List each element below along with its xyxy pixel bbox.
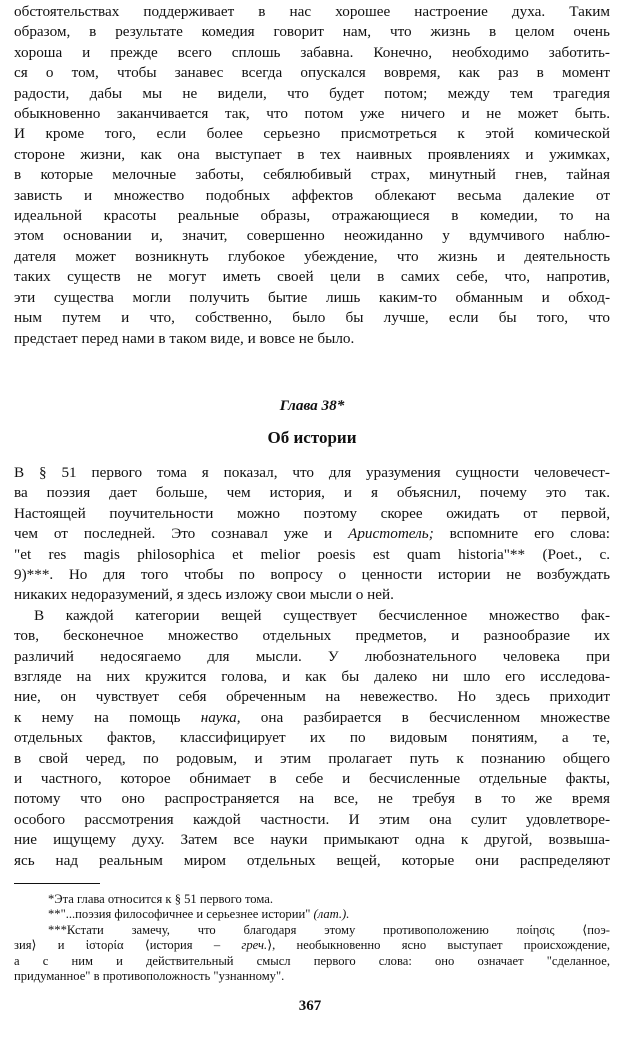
text-line: ние ищущему духу. Затем все науки примыкают одна к другой, возвыша-: [14, 831, 610, 849]
text-line: эти существа могли получить бытие лишь каким-то обманным и обход-: [14, 288, 610, 306]
footnote-2: [14, 907, 610, 922]
text-line: в которые мелочные заботы, себялюбивый страх, минутный гнев, тайная: [14, 166, 610, 184]
text-line: предстает перед нами в таком виде, и вовсе не было.: [14, 329, 355, 347]
text-line: образом, в результате комедия говорит нам, что жизнь в целом очень: [14, 23, 610, 41]
footnote-3-line: а с ним и действительный смысл первого слова: оно означает "сделанное,: [14, 953, 610, 968]
text-segment: вспомните его слова:: [433, 525, 610, 543]
text-line: идеальной красоты реальные образы, отражающиеся в комедии, то на: [14, 207, 610, 225]
text-line: особого рассмотрения каждой частности. И этим она сулит удовлетворе-: [14, 810, 610, 828]
text-line: [14, 708, 610, 728]
text-line: взгляде на них кружится голова, и как бы далеко ни шло его исследова-: [14, 667, 610, 685]
emphasis-word: наука,: [200, 708, 241, 726]
text-line: дателя может возникнуть глубокое убеждение, что жизнь и деятельность: [14, 247, 610, 265]
chapter-title: Об истории: [267, 427, 357, 447]
text-segment: чем от последней. Это сознавал уже и: [14, 525, 349, 543]
footnote-3: ***Кстати замечу, что благодаря этому противоположению ποίησις ⟨поэ-: [48, 922, 610, 937]
text-segment: к нему на помощь: [14, 708, 201, 726]
text-line: зависть и множество подобных аффектов облекают весьма далекие от: [14, 186, 610, 204]
text-line: ся о том, чтобы занавес всегда опускался вовремя, как раз в момент: [14, 64, 610, 82]
text-line: 9)***. Но для того чтобы по вопросу о ценности истории не возбуждать: [14, 565, 610, 583]
language-note: (лат.).: [313, 907, 350, 922]
text-line: обыкновенно заканчивается так, что потом уже ничего и не может быть.: [14, 105, 610, 123]
paragraph-1: [14, 463, 610, 606]
text-line: ва поэзия дает больше, чем история, и я объяснил, почему это так.: [14, 484, 610, 502]
text-line: В § 51 первого тома я показал, что для уразумения сущности человечест-: [14, 463, 610, 481]
text-line: В каждой категории вещей существует бесчисленное множество фак-: [34, 606, 610, 624]
footnote-3-line: [14, 938, 610, 953]
text-line: отдельных фактов, классифицирует их по видовым понятиям, а те,: [14, 729, 610, 747]
text-line: [14, 524, 610, 544]
chapter-number: Глава 38*: [279, 396, 345, 414]
language-note: греч.: [241, 938, 268, 953]
text-line: ясь над реальным миром отдельных вещей, которые они распределяют: [14, 851, 610, 869]
text-line: и частного, которое обнимает в себе и бесчисленные отдельные факты,: [14, 770, 610, 787]
text-line: ным путем и что, собственно, было бы лучше, если бы того, что: [14, 309, 610, 327]
footnote-divider: [14, 883, 100, 884]
page-number: 367: [298, 998, 322, 1014]
text-line: хороша и прежде всего сплошь забавна. Конечно, необходимо заботить-: [14, 43, 610, 61]
footnotes: [14, 892, 610, 984]
text-line: таких существ не могут иметь своей цели в самих себе, что, напротив,: [14, 268, 610, 286]
text-line: "et res magis philosophica et melior poesis est quam historia"** (Poet., c.: [14, 545, 610, 563]
text-line: тов, бесконечное множество отдельных предметов, и разнообразие их: [14, 627, 610, 645]
top-paragraph: [14, 2, 610, 349]
text-line: радости, дабы мы не видели, что будет потом; между тем трагедия: [14, 84, 610, 102]
text-line: потому что оно распространяется на все, не требуя в то же время: [14, 790, 610, 808]
text-segment: она разбирается в бесчисленном множестве: [240, 708, 610, 726]
text-segment: **"...поэзия философичнее и серьезнее истории": [48, 907, 314, 922]
footnote-3-line: придуманное" в противоположность "узнанному".: [14, 969, 285, 984]
text-line: стороне жизни, как она выступает в тех наивных проявлениях и ужимках,: [14, 145, 610, 163]
paragraph-2: [14, 606, 610, 871]
text-segment: ⟩, необыкновенно ясно выступает происхождение,: [267, 938, 610, 953]
text-line: И кроме того, если более серьезно присмотреться к этой комической: [14, 125, 610, 143]
text-line: этом основании и, значит, совершенно неожиданно у вдумчивого наблю-: [14, 227, 610, 245]
footnote-1: *Эта глава относится к § 51 первого тома.: [48, 892, 273, 907]
text-line: различий недосягаемо для мысли. У любознательного человека при: [14, 647, 610, 665]
text-line: ние, он чувствует себя обреченным на невежество. Но здесь приходит: [14, 688, 610, 706]
text-segment: зия⟩ и ἱστορία ⟨история –: [14, 938, 242, 953]
author-name: Аристотель;: [348, 525, 434, 543]
text-line: никаких недоразумений, я здесь изложу свои мысли о ней.: [14, 586, 394, 604]
text-line: обстоятельствах поддерживает в нас хорошее настроение духа. Таким: [14, 3, 610, 20]
section-gap: [14, 349, 610, 389]
text-line: в свой черед, по родовым, и этим пролагает путь к познанию общего: [14, 749, 610, 767]
text-line: Настоящей поучительности можно поэтому скорее ожидать от первой,: [14, 504, 610, 522]
